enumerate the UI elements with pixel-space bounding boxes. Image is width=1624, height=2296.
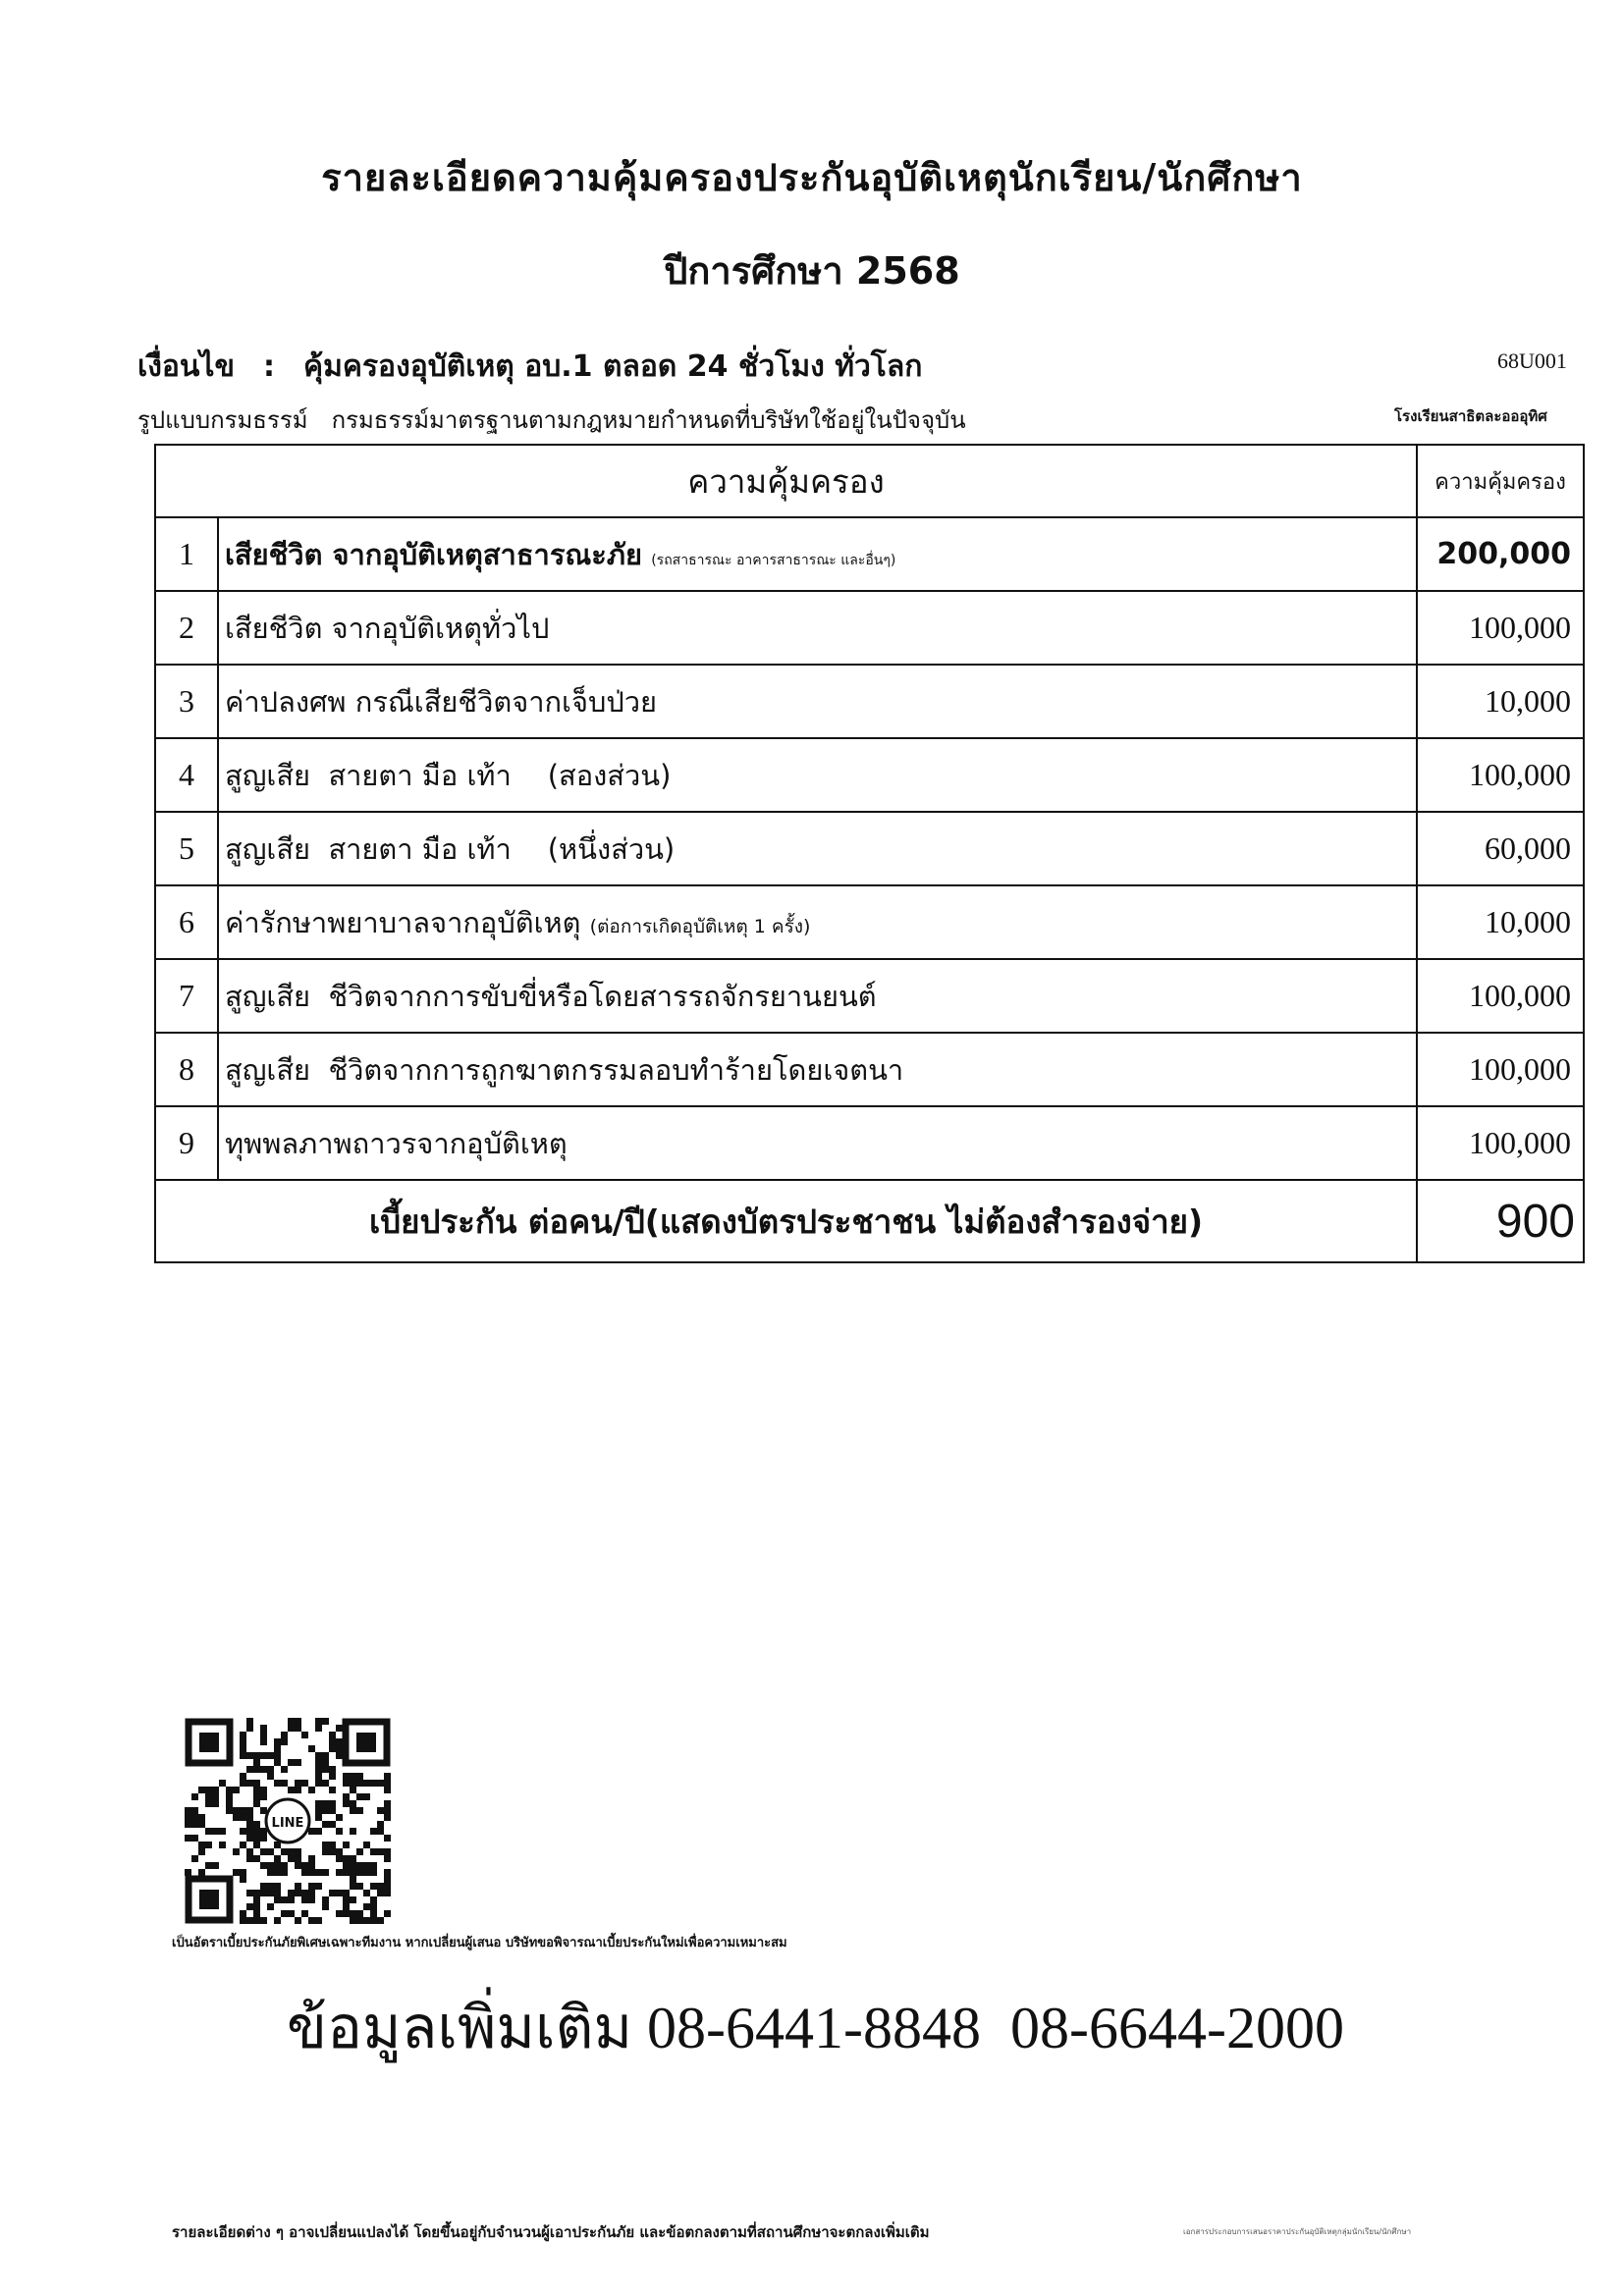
contact-phone-2[interactable]: 08-6644-2000	[1009, 1996, 1344, 2060]
table-header-row	[155, 445, 1584, 517]
footer-note: รายละเอียดต่าง ๆ อาจเปลี่ยนแปลงได้ โดยขึ้นอยู่กับจำนวนผู้เอาประกันภัย และข้อตกลงตามที่สถานศึกษาจะตกลงเพิ่มเติม	[172, 2223, 930, 2241]
row-description: เสียชีวิต จากอุบัติเหตุทั่วไป	[218, 591, 1417, 665]
condition-label: เงื่อนไข	[137, 349, 236, 384]
row-number: 1	[155, 517, 218, 591]
header-amount: ความคุ้มครอง	[1417, 445, 1584, 517]
row-number: 9	[155, 1106, 218, 1180]
row-amount: 100,000	[1417, 1033, 1584, 1106]
policy-code: 68U001	[1497, 348, 1567, 373]
table-row	[155, 1106, 1584, 1180]
row-note: (รถสาธารณะ อาคารสาธารณะ และอื่นๆ)	[651, 552, 896, 568]
total-premium-row	[155, 1180, 1584, 1262]
table-row	[155, 591, 1584, 665]
row-description: สูญเสีย สายตา มือ เท้า (สองส่วน)	[218, 738, 1417, 812]
table-row	[155, 517, 1584, 591]
qr-code-image	[185, 1718, 391, 1924]
line-logo-text: LINE	[271, 1816, 304, 1831]
school-name: โรงเรียนสาธิตละอออุทิศ	[1394, 407, 1547, 425]
policy-format-label: รูปแบบกรมธรรม์	[137, 406, 308, 434]
row-amount: 100,000	[1417, 1106, 1584, 1180]
line-qr-code[interactable]	[185, 1718, 391, 1924]
contact-info	[287, 1981, 1344, 2074]
row-amount: 10,000	[1417, 665, 1584, 738]
row-description-text: เสียชีวิต จากอุบัติเหตุสาธารณะภัย	[225, 537, 642, 571]
row-number: 2	[155, 591, 218, 665]
condition-value: คุ้มครองอุบัติเหตุ อบ.1 ตลอด 24 ชั่วโมง ทั่วโลก	[303, 349, 923, 384]
table-row	[155, 812, 1584, 885]
footer-fine-print: เอกสารประกอบการเสนอราคาประกันอุบัติเหตุกลุ่มนักเรียน/นักศึกษา	[1183, 2227, 1412, 2236]
row-amount: 100,000	[1417, 591, 1584, 665]
row-description	[218, 517, 1417, 591]
row-number: 6	[155, 885, 218, 959]
row-description: ทุพพลภาพถาวรจากอุบัติเหตุ	[218, 1106, 1417, 1180]
row-number: 8	[155, 1033, 218, 1106]
total-premium-amount: 900	[1417, 1180, 1584, 1262]
policy-format-row	[137, 400, 966, 439]
disclaimer-text: เป็นอัตราเบี้ยประกันภัยพิเศษเฉพาะทีมงาน หากเปลี่ยนผู้เสนอ บริษัทขอพิจารณาเบี้ยประกันใหม่เพื่อความเหมาะสม	[172, 1936, 787, 1950]
total-premium-label: เบี้ยประกัน ต่อคน/ปี(แสดงบัตรประชาชน ไม่ต้องสำรองจ่าย)	[155, 1180, 1417, 1262]
condition-row	[137, 344, 922, 390]
condition-separator: :	[263, 349, 276, 384]
row-number: 3	[155, 665, 218, 738]
row-number: 5	[155, 812, 218, 885]
document-title: รายละเอียดความคุ้มครองประกันอุบัติเหตุนักเรียน/นักศึกษา	[321, 156, 1303, 199]
header-coverage: ความคุ้มครอง	[155, 445, 1417, 517]
table-row	[155, 1033, 1584, 1106]
policy-format-value: กรมธรรม์มาตรฐานตามกฎหมายกำหนดที่บริษัทใช้อยู่ในปัจจุบัน	[331, 406, 966, 434]
row-number: 4	[155, 738, 218, 812]
row-note: (ต่อการเกิดอุบัติเหตุ 1 ครั้ง)	[589, 915, 811, 937]
table-row	[155, 959, 1584, 1033]
row-amount: 60,000	[1417, 812, 1584, 885]
row-amount: 200,000	[1417, 517, 1584, 591]
contact-phone-1[interactable]: 08-6441-8848	[647, 1996, 981, 2060]
row-amount: 100,000	[1417, 738, 1584, 812]
row-amount: 10,000	[1417, 885, 1584, 959]
row-description: สูญเสีย ชีวิตจากการขับขี่หรือโดยสารรถจักรยานยนต์	[218, 959, 1417, 1033]
row-description: ค่าปลงศพ กรณีเสียชีวิตจากเจ็บป่วย	[218, 665, 1417, 738]
table-row	[155, 885, 1584, 959]
row-number: 7	[155, 959, 218, 1033]
row-description: สูญเสีย สายตา มือ เท้า (หนึ่งส่วน)	[218, 812, 1417, 885]
table-row	[155, 738, 1584, 812]
row-amount: 100,000	[1417, 959, 1584, 1033]
row-description: สูญเสีย ชีวิตจากการถูกฆาตกรรมลอบทำร้ายโดยเจตนา	[218, 1033, 1417, 1106]
contact-label: ข้อมูลเพิ่มเติม	[287, 1996, 633, 2060]
academic-year: ปีการศึกษา 2568	[664, 249, 960, 293]
row-description-text: ค่ารักษาพยาบาลจากอุบัติเหตุ	[225, 905, 581, 939]
coverage-table	[154, 444, 1585, 1263]
table-row	[155, 665, 1584, 738]
row-description	[218, 885, 1417, 959]
